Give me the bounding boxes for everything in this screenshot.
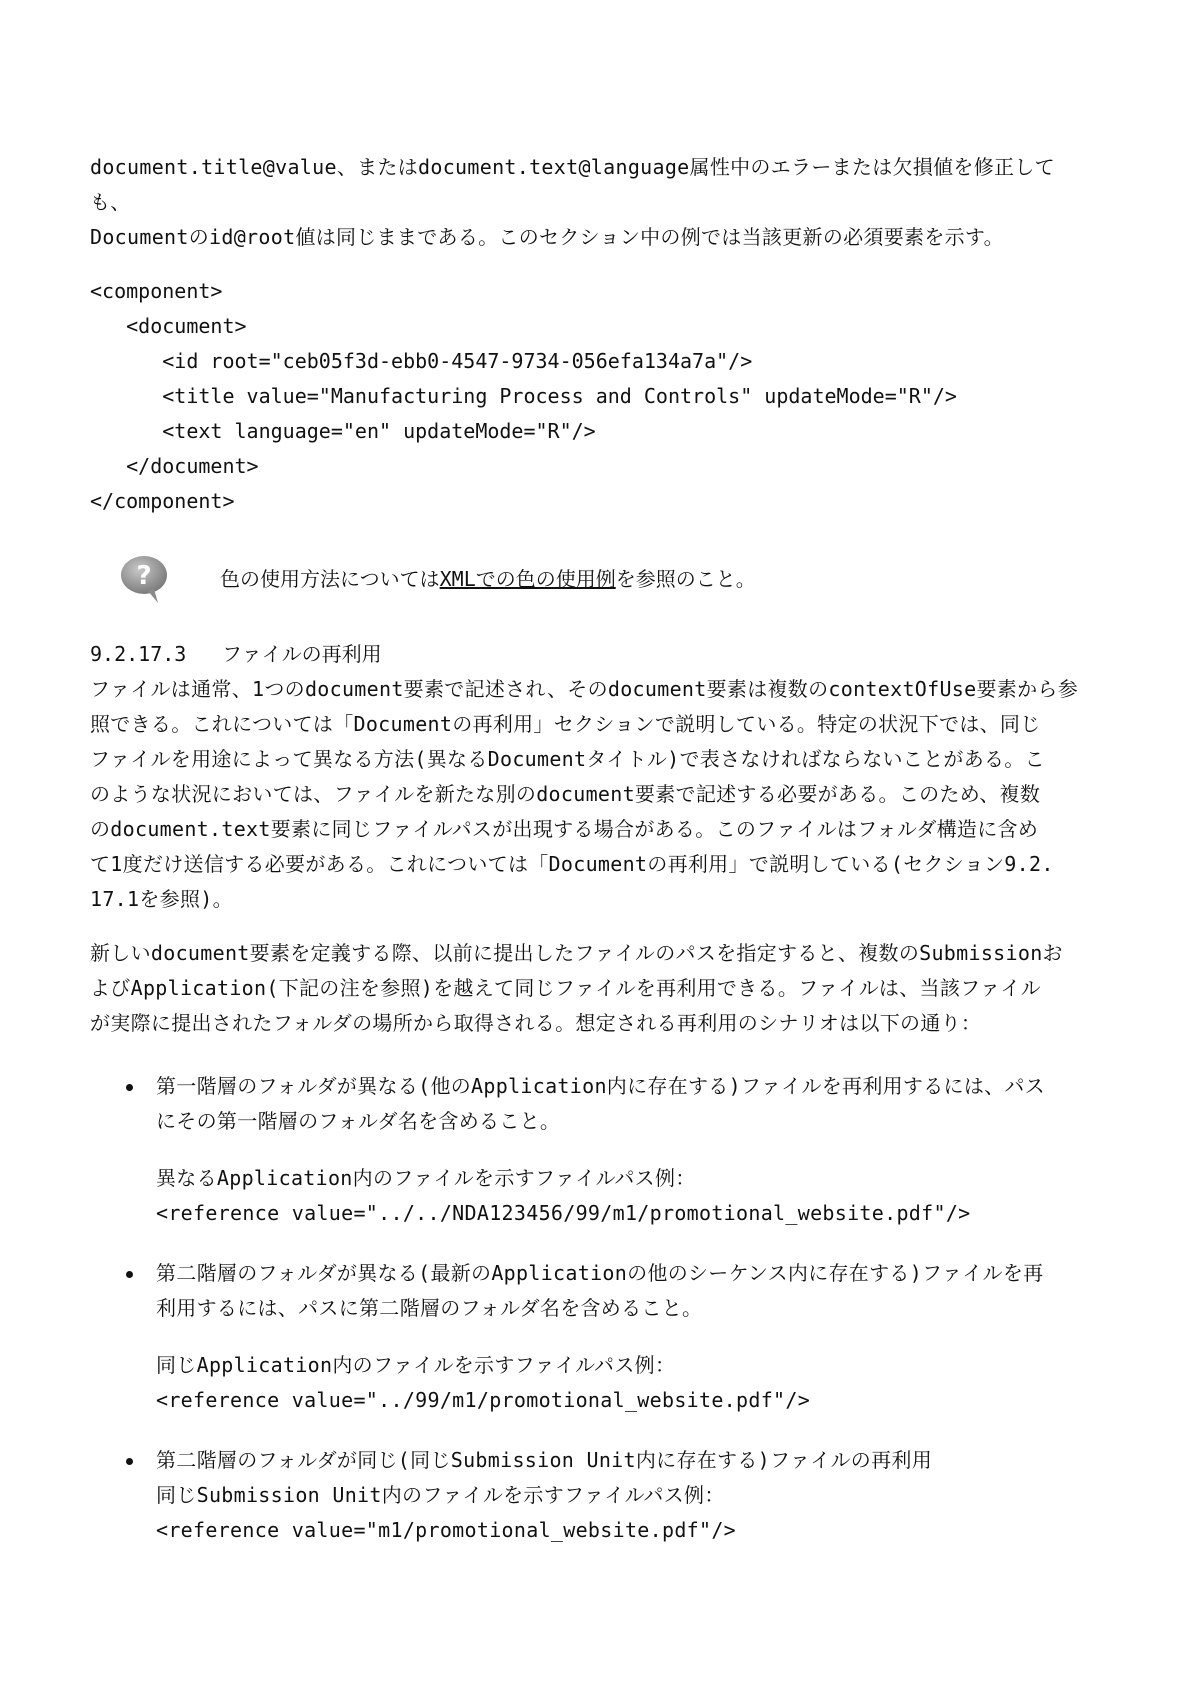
list-item-line: にその第一階層のフォルダ名を含めること。 [156, 1109, 561, 1133]
bullet-icon [126, 1271, 133, 1278]
code-line: <component> [90, 279, 223, 303]
list-item-line: 第二階層のフォルダが同じ(同じSubmission Unit内に存在する)ファイルの再利用 [156, 1448, 932, 1472]
paragraph-line: のdocument.text要素に同じファイルパスが出現する場合がある。このファイルはフォルダ構造に含め [90, 817, 1039, 841]
list-item-line: 第二階層のフォルダが異なる(最新のApplicationの他のシーケンス内に存在する)ファイルを再 [156, 1261, 1044, 1285]
intro-paragraph [90, 150, 1089, 255]
section-title: ファイルの再利用 [222, 642, 382, 666]
list-item [90, 1443, 1089, 1548]
paragraph-line: ファイルを用途によって異なる方法(異なるDocumentタイトル)で表さなければならないことがある。こ [90, 747, 1045, 771]
code-line: <document> [90, 314, 247, 338]
paragraph-line: ファイルは通常、1つのdocument要素で記述され、そのdocument要素は複数のcontextOfUse要素から参 [90, 677, 1078, 701]
paragraph-file-reuse [90, 672, 1089, 917]
code-line: <text language="en" updateMode="R"/> [90, 419, 596, 443]
color-usage-link[interactable]: XMLでの色の使用例 [439, 566, 616, 591]
paragraph-line: よびApplication(下記の注を参照)を越えて同じファイルを再利用できる。ファイルは、当該ファイル [90, 976, 1041, 1000]
paragraph-line: が実際に提出されたフォルダの場所から取得される。想定される再利用のシナリオは以下の通り： [90, 1011, 982, 1035]
code-line: <title value="Manufacturing Process and Controls" updateMode="R"/> [90, 384, 957, 408]
paragraph-reuse-scenarios [90, 936, 1089, 1041]
section-heading [90, 637, 1089, 672]
note-callout [90, 549, 1089, 609]
code-line: </component> [90, 489, 235, 513]
list-item-line: 利用するには、パスに第二階層のフォルダ名を含めること。 [156, 1296, 703, 1320]
list-item [90, 1069, 1089, 1231]
example-code: <reference value="../99/m1/promotional_website.pdf"/> [156, 1388, 811, 1412]
xml-code-block [90, 274, 1089, 519]
example-code: <reference value="../../NDA123456/99/m1/promotional_website.pdf"/> [156, 1201, 971, 1225]
paragraph-line: 17.1を参照)。 [90, 887, 233, 911]
example-label: 同じSubmission Unit内のファイルを示すファイルパス例： [156, 1483, 725, 1507]
paragraph-line: て1度だけ送信する必要がある。これについては「Documentの再利用」で説明している(セクション9.2. [90, 852, 1054, 876]
paragraph-line: 照できる。これについては「Documentの再利用」セクションで説明している。特定の状況下では、同じ [90, 712, 1041, 736]
bullet-icon [126, 1458, 133, 1465]
list-item-line: 第一階層のフォルダが異なる(他のApplication内に存在する)ファイルを再利用するには、パス [156, 1074, 1046, 1098]
code-line: </document> [90, 454, 259, 478]
scenario-list [90, 1069, 1089, 1548]
note-text-after: を参照のこと。 [615, 566, 756, 591]
svg-text:?: ? [136, 561, 152, 591]
paragraph-line: 新しいdocument要素を定義する際、以前に提出したファイルのパスを指定すると、複数のSubmissionお [90, 941, 1063, 965]
note-text [220, 562, 756, 597]
intro-line: document.title@value、またはdocument.text@language属性中のエラーまたは欠損値を修正しても、 [90, 155, 1055, 214]
intro-line: Documentのid@root値は同じままである。このセクション中の例では当該更新の必須要素を示す。 [90, 225, 1004, 249]
code-line: <id root="ceb05f3d-ebb0-4547-9734-056efa134a7a"/> [90, 349, 753, 373]
example-label: 同じApplication内のファイルを示すファイルパス例： [156, 1353, 676, 1377]
list-item [90, 1256, 1089, 1418]
paragraph-line: のような状況においては、ファイルを新たな別のdocument要素で記述する必要がある。このため、複数 [90, 782, 1041, 806]
bullet-icon [126, 1084, 133, 1091]
help-bubble-icon [118, 553, 170, 605]
example-label: 異なるApplication内のファイルを示すファイルパス例： [156, 1166, 696, 1190]
note-text-before: 色の使用方法については [220, 566, 440, 591]
example-code: <reference value="m1/promotional_website.pdf"/> [156, 1518, 737, 1542]
section-number: 9.2.17.3 [90, 642, 187, 666]
